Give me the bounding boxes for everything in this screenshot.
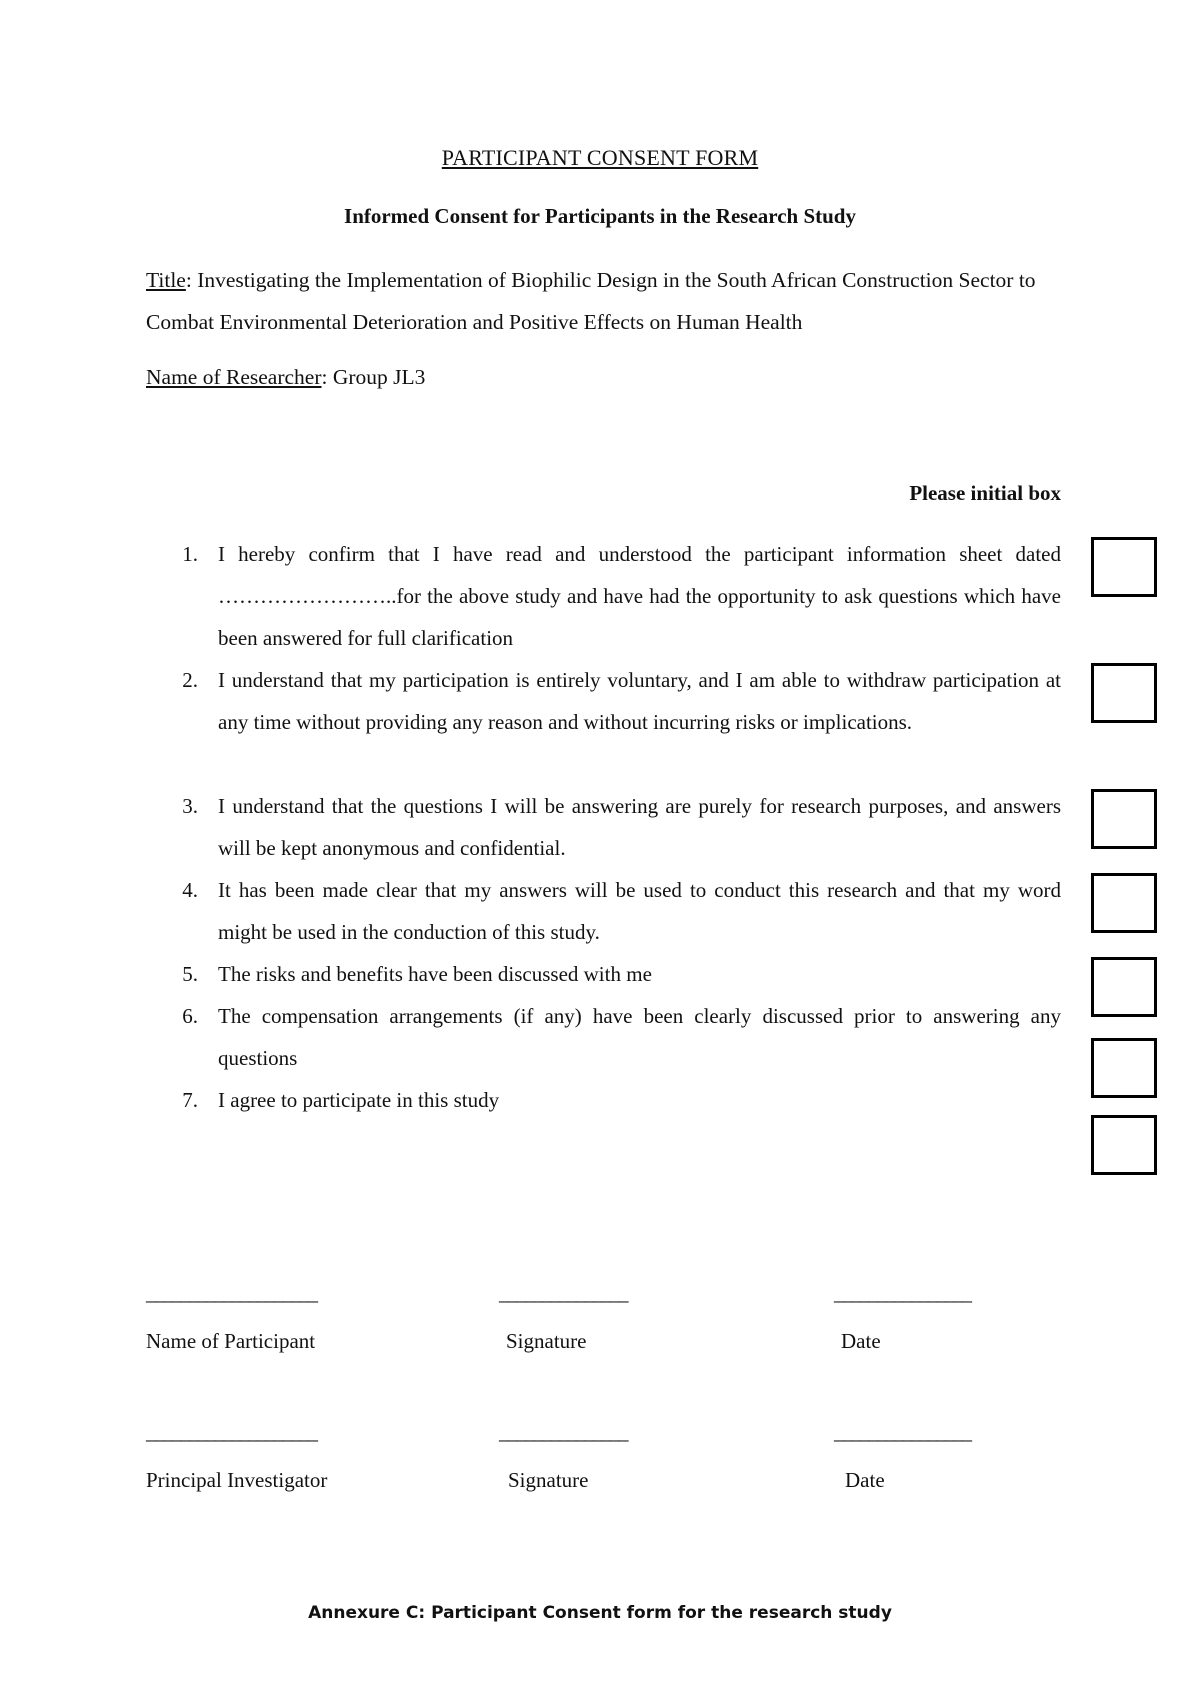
consent-item-text: I agree to participate in this study	[218, 1088, 500, 1112]
consent-item	[146, 533, 1061, 659]
investigator-name-label: Principal Investigator	[146, 1468, 328, 1492]
researcher-value: : Group JL3	[321, 365, 426, 389]
initial-box-2[interactable]	[1091, 663, 1157, 723]
investigator-signature-line[interactable]: _______________	[499, 1420, 627, 1444]
consent-item	[146, 953, 1061, 995]
participant-name-label: Name of Participant	[146, 1329, 316, 1353]
initial-box-3[interactable]	[1091, 789, 1157, 849]
participant-signature-line[interactable]: _______________	[499, 1281, 627, 1305]
consent-item-text: I understand that the questions I will be answering are purely for research purposes, and answers will be kept anonymous and confidential.	[218, 794, 1061, 860]
participant-date-label: Date	[841, 1329, 881, 1353]
participant-signature-label: Signature	[506, 1329, 587, 1353]
consent-item-number: 7.	[182, 1088, 198, 1112]
consent-item-text: I understand that my participation is entirely voluntary, and I am able to withdraw participation at any time without providing any reason and without incurring risks or implications.	[218, 668, 1061, 734]
consent-item-number: 1.	[182, 542, 198, 566]
initial-box-5[interactable]	[1091, 957, 1157, 1017]
investigator-date-label: Date	[845, 1468, 885, 1492]
initial-box-4[interactable]	[1091, 873, 1157, 933]
investigator-signature-label: Signature	[508, 1468, 589, 1492]
consent-item-text: I hereby confirm that I have read and understood the participant information sheet dated ……………………..for the above study and have had the opportunity to ask questions which have been answered for full clarification	[218, 542, 1061, 650]
study-title-text: : Investigating the Implementation of Biophilic Design in the South African Construction Sector to Combat Environmental Deterioration and Positive Effects on Human Health	[146, 268, 1036, 334]
participant-name-line[interactable]: ____________________	[146, 1281, 316, 1305]
initial-box-6[interactable]	[1091, 1038, 1157, 1098]
researcher-label: Name of Researcher	[146, 365, 322, 389]
initial-box-header: Please initial box	[909, 481, 1061, 505]
study-title-block	[146, 259, 1071, 343]
annexure-caption: Annexure C: Participant Consent form for the research study	[308, 1603, 892, 1623]
form-title: PARTICIPANT CONSENT FORM	[441, 145, 759, 170]
study-title-label: Title	[146, 268, 186, 292]
consent-item	[146, 785, 1061, 869]
consent-item	[146, 659, 1061, 743]
consent-item-text: The risks and benefits have been discussed with me	[218, 962, 652, 986]
investigator-date-line[interactable]: ________________	[834, 1420, 970, 1444]
consent-item-number: 2.	[182, 668, 198, 692]
form-subtitle: Informed Consent for Participants in the Research Study	[344, 204, 856, 228]
consent-item	[146, 995, 1061, 1079]
investigator-name-line[interactable]: ____________________	[146, 1420, 316, 1444]
consent-item-text: It has been made clear that my answers will be used to conduct this research and that my word might be used in the conduction of this study.	[218, 878, 1061, 944]
participant-date-line[interactable]: ________________	[834, 1281, 970, 1305]
consent-item	[146, 1079, 1061, 1121]
consent-item-number: 4.	[182, 878, 198, 902]
initial-box-1[interactable]	[1091, 537, 1157, 597]
consent-item	[146, 869, 1061, 953]
consent-item-number: 6.	[182, 1004, 198, 1028]
initial-box-7[interactable]	[1091, 1115, 1157, 1175]
consent-item-number: 3.	[182, 794, 198, 818]
consent-item-number: 5.	[182, 962, 198, 986]
consent-item-text: The compensation arrangements (if any) have been clearly discussed prior to answering any questions	[218, 1004, 1061, 1070]
researcher-line	[146, 365, 425, 390]
